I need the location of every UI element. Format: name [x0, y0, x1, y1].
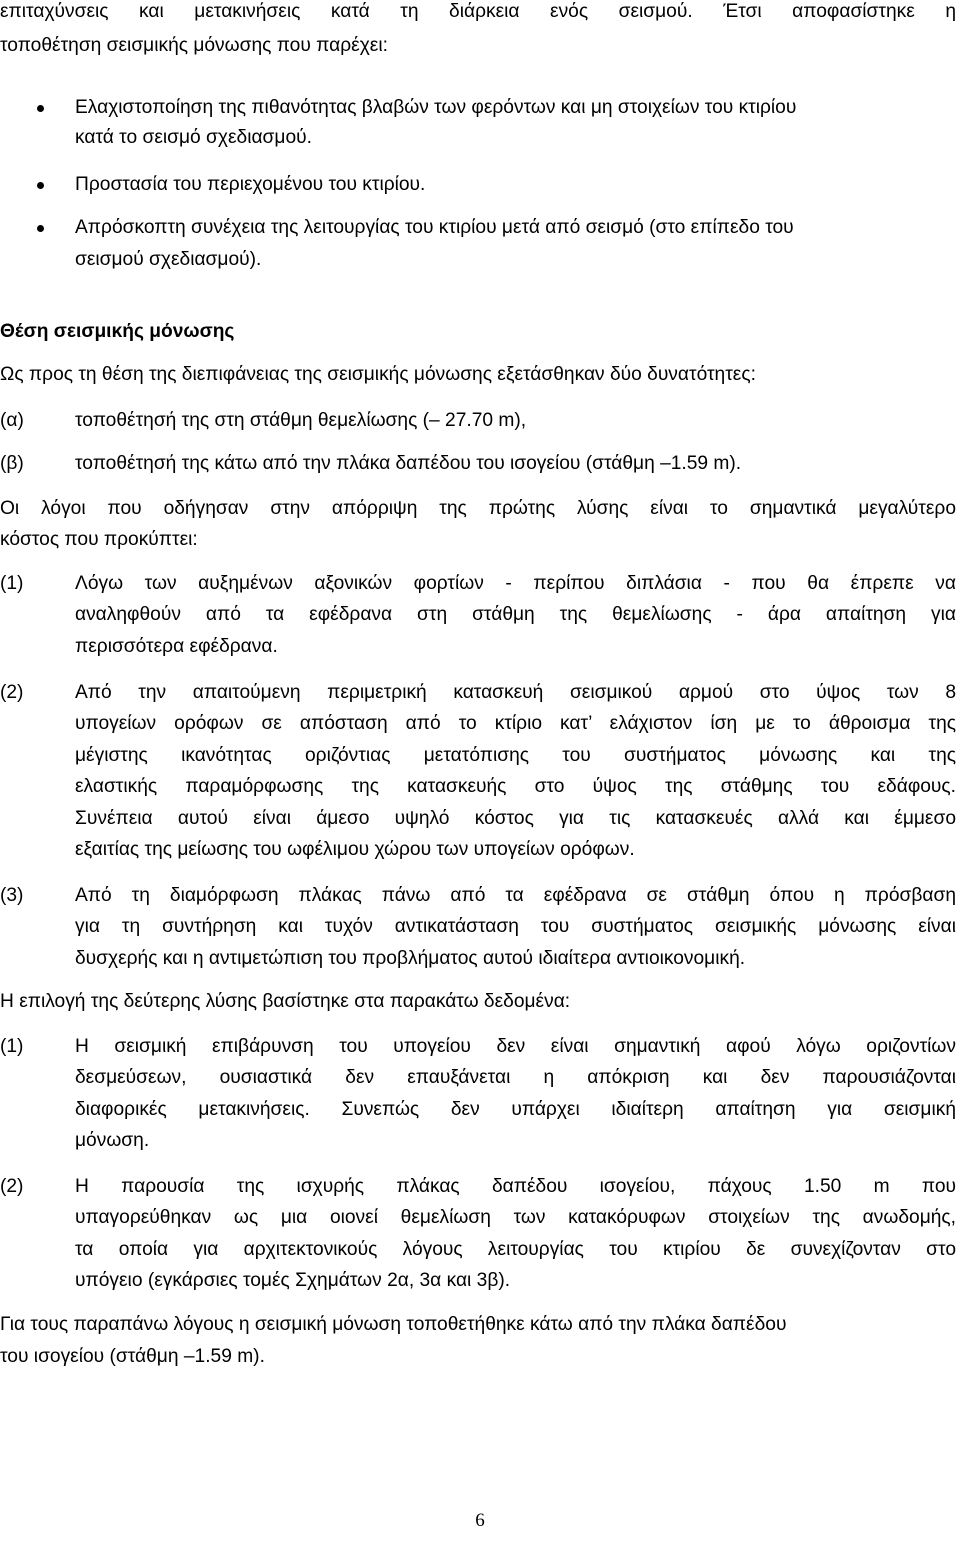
page-number: 6 [475, 1510, 485, 1531]
rejection-2-line: Από την απαιτούμενη περιμετρική κατασκευή σεισμικού αρμού στο ύψος των 8 [75, 682, 956, 703]
selection-1-line: διαφορικές μετακινήσεις. Συνεπώς δεν υπάρχει ιδιαίτερη απαίτηση για σεισμική [75, 1099, 956, 1120]
bullet-icon [37, 225, 44, 232]
rejection-3-line: για τη συντήρηση και τυχόν αντικατάσταση του συστήματος σεισμικής μόνωσης είναι [75, 916, 956, 937]
selection-intro: Η επιλογή της δεύτερης λύσης βασίστηκε στα παρακάτω δεδομένα: [0, 991, 571, 1012]
conclusion-line-1: Για τους παραπάνω λόγους η σεισμική μόνωση τοποθετήθηκε κάτω από την πλάκα δαπέδου [0, 1314, 787, 1335]
rejection-2-line: ελαστικής παραμόρφωσης της κατασκευής στο ύψος της στάθμης του εδάφους. [75, 776, 956, 797]
rejection-1-label: (1) [0, 573, 24, 594]
selection-1-label: (1) [0, 1036, 24, 1057]
option-a-text: τοποθέτησή της στη στάθμη θεμελίωσης (– 27.70 m), [75, 410, 527, 431]
selection-2-label: (2) [0, 1176, 24, 1197]
intro-line-1: επιταχύνσεις και μετακινήσεις κατά τη διάρκεια ενός σεισμού. Έτσι αποφασίστηκε η [0, 1, 956, 22]
selection-2-line: υπόγειο (εγκάρσιες τομές Σχημάτων 2α, 3α και 3β). [75, 1270, 511, 1291]
option-b-label: (β) [0, 453, 24, 474]
benefit-3-line-1: Απρόσκοπτη συνέχεια της λειτουργίας του κτιρίου μετά από σεισμό (στο επίπεδο του [75, 217, 794, 238]
selection-2-line: Η παρουσία της ισχυρής πλάκας δαπέδου ισογείου, πάχους 1.50 m που [75, 1176, 956, 1197]
benefit-1-line-2: κατά το σεισμό σχεδιασμού. [75, 127, 312, 148]
selection-1-line: μόνωση. [75, 1130, 150, 1151]
option-b-text: τοποθέτησή της κάτω από την πλάκα δαπέδου του ισογείου (στάθμη –1.59 m). [75, 453, 742, 474]
benefit-1-line-1: Ελαχιστοποίηση της πιθανότητας βλαβών των φερόντων και μη στοιχείων του κτιρίου [75, 97, 797, 118]
intro-line-2: τοποθέτηση σεισμικής μόνωσης που παρέχει: [0, 35, 388, 56]
rejection-1-line: Λόγω των αυξημένων αξονικών φορτίων - περίπου διπλάσια - που θα έπρεπε να [75, 573, 956, 594]
rejection-3-line: δυσχερής και η αντιμετώπιση του προβλήματος αυτού ιδιαίτερα αντιοικονομική. [75, 948, 746, 969]
bullet-icon [37, 105, 44, 112]
rejection-2-line: μέγιστης ικανότητας οριζόντιας μετατόπισης του συστήματος μόνωσης και της [75, 745, 956, 766]
section-heading: Θέση σεισμικής μόνωσης [0, 321, 235, 342]
rejection-3-label: (3) [0, 885, 24, 906]
rejection-3-line: Από τη διαμόρφωση πλάκας πάνω από τα εφέδρανα σε στάθμη όπου η πρόσβαση [75, 885, 956, 906]
benefit-2-line-1: Προστασία του περιεχομένου του κτιρίου. [75, 174, 426, 195]
conclusion-line-2: του ισογείου (στάθμη –1.59 m). [0, 1346, 265, 1367]
position-intro: Ως προς τη θέση της διεπιφάνειας της σεισμικής μόνωσης εξετάσθηκαν δύο δυνατότητες: [0, 364, 756, 385]
rejection-intro-line-2: κόστος που προκύπτει: [0, 529, 198, 550]
rejection-2-line: υπογείων ορόφων σε απόσταση από το κτίριο κατ’ ελάχιστον ίση με το άθροισμα της [75, 713, 956, 734]
rejection-1-line: αναληφθούν από τα εφέδρανα στη στάθμη της θεμελίωσης - άρα απαίτηση για [75, 604, 956, 625]
rejection-2-label: (2) [0, 682, 24, 703]
rejection-2-line: εξαιτίας της μείωσης του ωφέλιμου χώρου των υπογείων ορόφων. [75, 839, 635, 860]
bullet-icon [37, 182, 44, 189]
selection-2-line: υπαγορεύθηκαν ως μια οιονεί θεμελίωση των κατακόρυφων στοιχείων της ανωδομής, [75, 1207, 956, 1228]
option-a-label: (α) [0, 410, 24, 431]
selection-1-line: δεσμεύσεων, ουσιαστικά δεν επαυξάνεται η απόκριση και δεν παρουσιάζονται [75, 1067, 956, 1088]
selection-1-line: Η σεισμική επιβάρυνση του υπογείου δεν είναι σημαντική αφού λόγω οριζοντίων [75, 1036, 956, 1057]
rejection-2-line: Συνέπεια αυτού είναι άμεσο υψηλό κόστος για τις κατασκευές αλλά και έμμεσο [75, 808, 956, 829]
rejection-intro-line-1: Οι λόγοι που οδήγησαν στην απόρριψη της πρώτης λύσης είναι το σημαντικά μεγαλύτερο [0, 498, 956, 519]
benefit-3-line-2: σεισμού σχεδιασμού). [75, 249, 262, 270]
selection-2-line: τα οποία για αρχιτεκτονικούς λόγους λειτουργίας του κτιρίου δε συνεχίζονταν στο [75, 1239, 956, 1260]
rejection-1-line: περισσότερα εφέδρανα. [75, 636, 278, 657]
